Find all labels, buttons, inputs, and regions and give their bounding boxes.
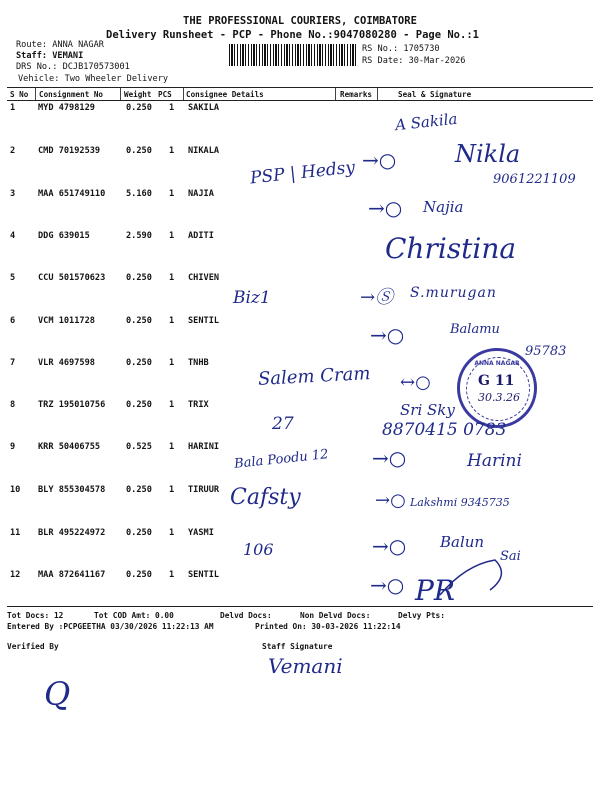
row-sno: 12	[10, 570, 21, 580]
stamp-text: ANNA NAGAR	[474, 360, 520, 367]
row-consignee: SENTIL	[188, 316, 220, 326]
col-divider	[120, 88, 121, 100]
row-sno: 3	[10, 189, 16, 199]
row-pcs: 1	[169, 485, 175, 495]
row-consignment: MAA 872641167	[38, 570, 106, 580]
col-consignee: Consignee Details	[186, 90, 264, 99]
row-consignee: SAKILA	[188, 103, 220, 113]
handwritten-note: Bala Poodu 12	[233, 447, 330, 472]
row-consignment: VLR 4697598	[38, 358, 95, 368]
arrow-circle-mark: ↔○	[400, 372, 431, 393]
handwritten-note: 27	[272, 414, 294, 434]
arrow-circle-mark: →Ⓢ	[360, 287, 394, 308]
arrow-circle-mark: →○	[370, 323, 405, 347]
row-pcs: 1	[169, 570, 175, 580]
row-sno: 7	[10, 358, 16, 368]
table-bottom-rule	[7, 606, 593, 607]
handwritten-signature: Nikla	[455, 140, 521, 168]
route-label: Route: ANNA NAGAR	[16, 40, 104, 50]
handwritten-phone: 9061221109	[493, 172, 576, 187]
row-consignment: BLR 495224972	[38, 528, 106, 538]
row-pcs: 1	[169, 189, 175, 199]
row-weight: 5.160	[126, 189, 152, 199]
row-sno: 9	[10, 442, 16, 452]
row-weight: 0.250	[126, 485, 152, 495]
stamp-date: 30.3.26	[478, 391, 520, 404]
row-weight: 0.250	[126, 570, 152, 580]
table-top-rule	[7, 87, 593, 88]
row-weight: 0.250	[126, 528, 152, 538]
row-weight: 2.590	[126, 231, 152, 241]
verifier-signature: Q	[44, 675, 71, 713]
row-consignee: YASMI	[188, 528, 214, 538]
row-pcs: 1	[169, 358, 175, 368]
row-pcs: 1	[169, 273, 175, 283]
handwritten-note: Cafsty	[230, 485, 301, 510]
row-weight: 0.250	[126, 146, 152, 156]
handwritten-note: Salem Cram	[257, 363, 371, 390]
entered-by: Entered By :PCPGEETHA 03/30/2026 11:22:13 AM	[7, 622, 214, 631]
col-remarks: Remarks	[340, 90, 373, 99]
row-consignment: CMD 70192539	[38, 146, 101, 156]
row-consignment: DDG 639015	[38, 231, 90, 241]
staff-label: Staff: VEMANI	[16, 51, 84, 61]
rs-date: RS Date: 30-Mar-2026	[362, 56, 466, 66]
row-consignment: KRR 50406755	[38, 442, 101, 452]
handwritten-signature: Harini	[467, 451, 522, 471]
row-pcs: 1	[169, 528, 175, 538]
row-sno: 6	[10, 316, 16, 326]
drs-number: DRS No.: DCJB170573001	[16, 62, 130, 72]
row-sno: 11	[10, 528, 21, 538]
row-consignee: TRIX	[188, 400, 209, 410]
row-weight: 0.250	[126, 316, 152, 326]
handwritten-signature: Balamu	[450, 322, 500, 337]
stamp-mark: G 11	[478, 373, 515, 389]
row-consignee: NIKALA	[188, 146, 220, 156]
col-sno: S No	[10, 90, 29, 99]
row-weight: 0.250	[126, 103, 152, 113]
row-pcs: 1	[169, 400, 175, 410]
handwritten-signature: Christina	[385, 232, 517, 265]
arrow-circle-mark: →○	[375, 490, 406, 511]
staff-signature: Vemani	[268, 654, 343, 678]
col-seal-signature: Seal & Signature	[398, 90, 472, 99]
row-weight: 0.525	[126, 442, 152, 452]
row-consignee: HARINI	[188, 442, 220, 452]
row-pcs: 1	[169, 146, 175, 156]
row-consignee: CHIVEN	[188, 273, 220, 283]
row-consignment: BLY 855304578	[38, 485, 106, 495]
row-pcs: 1	[169, 316, 175, 326]
col-divider	[377, 88, 378, 100]
staff-signature-label: Staff Signature	[262, 642, 333, 651]
row-sno: 1	[10, 103, 16, 113]
handwritten-signature: S.murugan	[410, 285, 497, 301]
vehicle-label: Vehicle: Two Wheeler Delivery	[18, 74, 169, 84]
handwritten-note: 106	[243, 540, 274, 559]
row-consignee: TNHB	[188, 358, 209, 368]
arrow-circle-mark: →○	[372, 534, 407, 558]
handwritten-note: Biz1	[233, 288, 271, 308]
handwritten-signature: PR	[415, 574, 455, 607]
row-pcs: 1	[169, 231, 175, 241]
company-name: THE PROFESSIONAL COURIERS, COIMBATORE	[183, 15, 417, 27]
col-weight: Weight	[124, 90, 152, 99]
row-consignee: NAJIA	[188, 189, 214, 199]
printed-on: Printed On: 30-03-2026 11:22:14	[255, 622, 401, 631]
row-consignee: ADITI	[188, 231, 214, 241]
row-consignee: TIRUUR	[188, 485, 220, 495]
row-sno: 4	[10, 231, 16, 241]
row-sno: 10	[10, 485, 21, 495]
verified-by-label: Verified By	[7, 642, 59, 651]
signature-scribble	[435, 555, 515, 605]
arrow-circle-mark: →○	[362, 148, 397, 172]
handwritten-signature: Lakshmi 9345735	[410, 496, 510, 509]
col-divider	[183, 88, 184, 100]
row-consignee: SENTIL	[188, 570, 220, 580]
row-weight: 0.250	[126, 358, 152, 368]
col-pcs: PCS	[158, 90, 172, 99]
handwritten-signature: Sai	[500, 549, 521, 564]
handwritten-signature: A Sakila	[394, 109, 459, 135]
col-divider	[335, 88, 336, 100]
handwritten-number: 95783	[525, 344, 567, 359]
row-consignment: MAA 651749110	[38, 189, 106, 199]
arrow-circle-mark: →○	[372, 446, 407, 470]
company-stamp	[457, 348, 537, 428]
row-weight: 0.250	[126, 273, 152, 283]
drs-barcode	[229, 44, 357, 66]
row-weight: 0.250	[126, 400, 152, 410]
row-consignment: MYD 4798129	[38, 103, 95, 113]
row-consignment: TRZ 195010756	[38, 400, 106, 410]
row-pcs: 1	[169, 442, 175, 452]
row-consignment: VCM 1011728	[38, 316, 95, 326]
runsheet-title: Delivery Runsheet - PCP - Phone No.:9047080280 - Page No.:1	[106, 29, 479, 41]
rs-number: RS No.: 1705730	[362, 44, 440, 54]
row-sno: 2	[10, 146, 16, 156]
row-consignment: CCU 501570623	[38, 273, 106, 283]
arrow-circle-mark: →○	[368, 196, 403, 220]
handwritten-signature: Sri Sky	[400, 401, 455, 419]
arrow-circle-mark: →○	[370, 573, 405, 597]
table-header-rule	[7, 100, 593, 101]
non-delivered-docs: Non Delvd Docs:	[300, 611, 371, 620]
handwritten-signature: Najia	[423, 198, 464, 216]
col-divider	[35, 88, 36, 100]
delivered-docs: Delvd Docs:	[220, 611, 272, 620]
total-cod-amount: Tot COD Amt: 0.00	[94, 611, 174, 620]
row-sno: 5	[10, 273, 16, 283]
handwritten-note: PSP | Hedsy	[249, 157, 356, 189]
handwritten-signature: Balun	[440, 533, 485, 551]
total-docs: Tot Docs: 12	[7, 611, 64, 620]
handwritten-phone: 8870415 0783	[382, 420, 507, 440]
col-consignment: Consignment No	[39, 90, 104, 99]
delivery-points: Delvy Pts:	[398, 611, 445, 620]
row-sno: 8	[10, 400, 16, 410]
row-pcs: 1	[169, 103, 175, 113]
